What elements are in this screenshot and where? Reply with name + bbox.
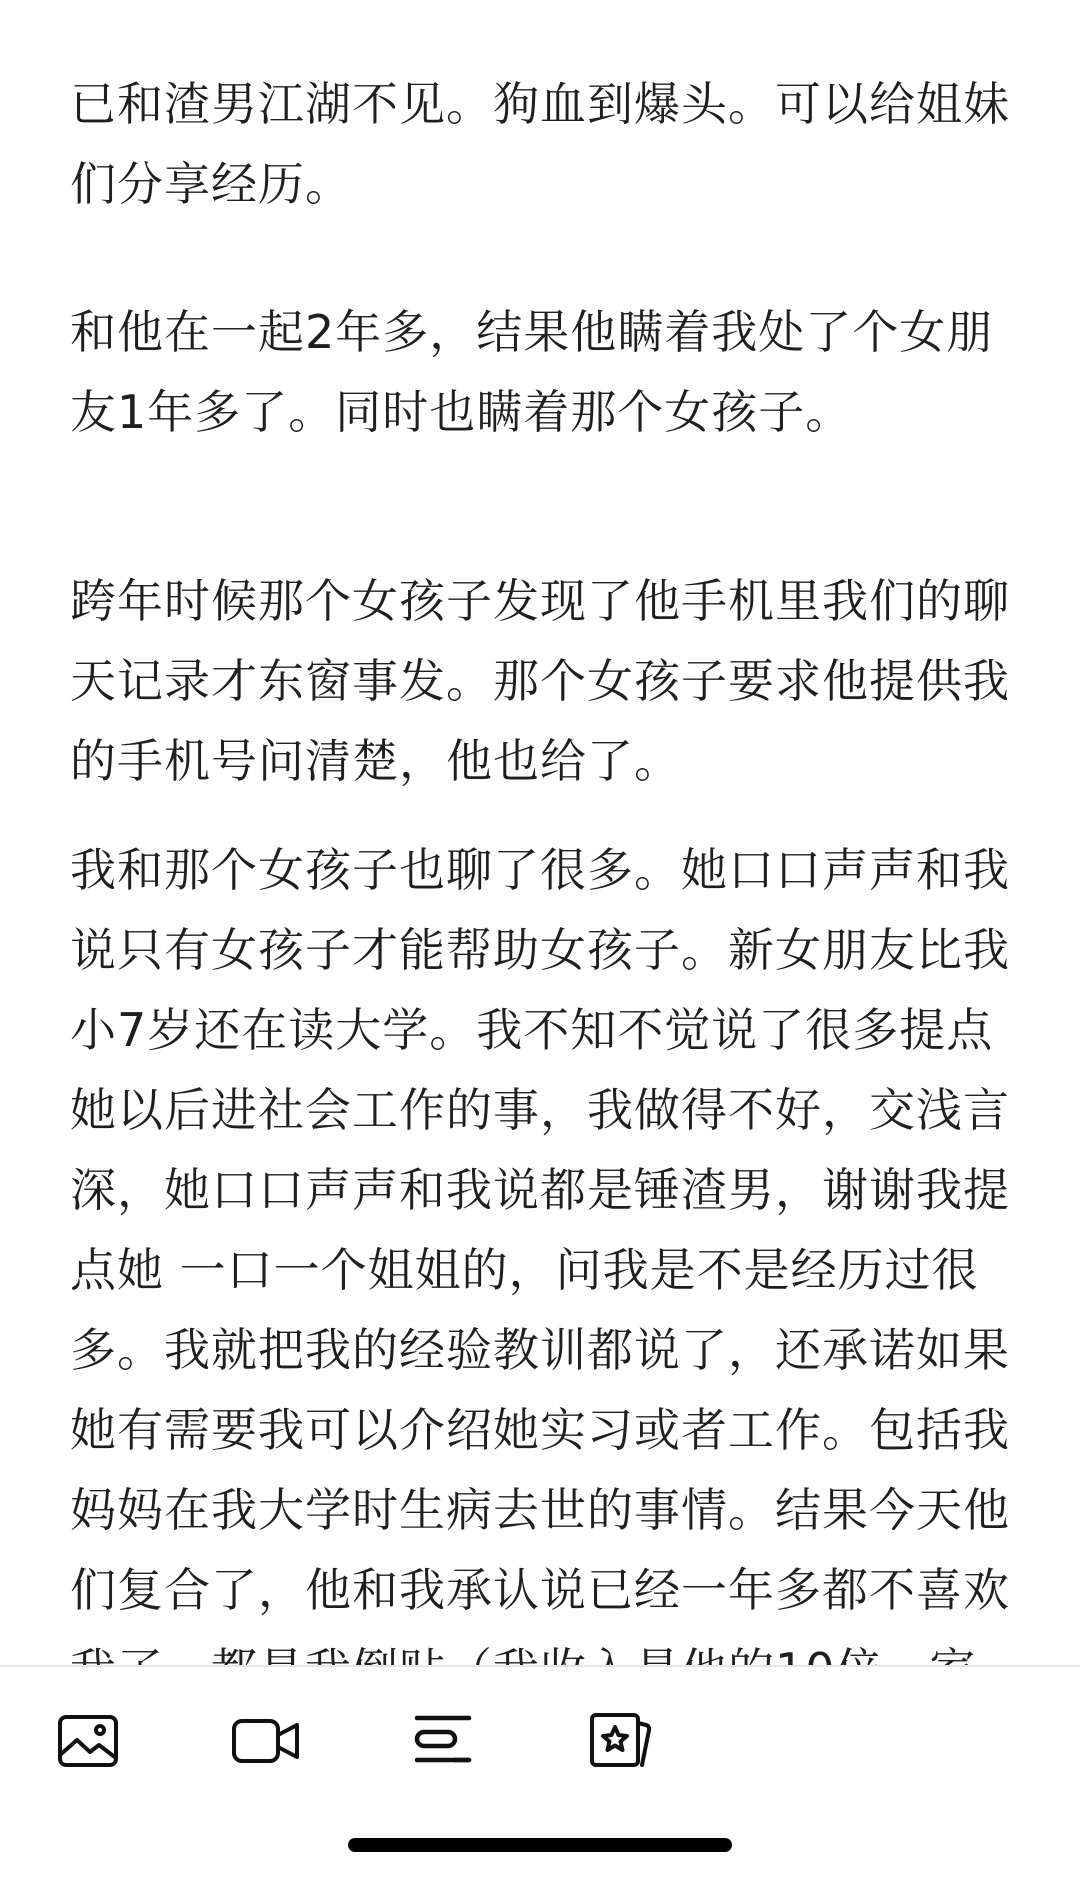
text-line: 友1年多了。同时也瞒着那个女孩子。	[70, 385, 853, 439]
paragraph-2	[70, 292, 993, 452]
text-line: 多。我就把我的经验教训都说了，还承诺如果	[70, 1323, 1010, 1377]
text-line: 的手机号问清楚，他也给了。	[70, 734, 681, 788]
video-camera-icon	[231, 1717, 301, 1765]
sticker-button[interactable]	[582, 1703, 658, 1779]
text-line: 妈妈在我大学时生病去世的事情。结果今天他	[70, 1483, 1010, 1537]
text-line: 们分享经历。	[70, 157, 352, 211]
text-line: 她以后进社会工作的事，我做得不好，交浅言	[70, 1083, 1010, 1137]
text-line: 小7岁还在读大学。我不知不觉说了很多提点	[70, 1003, 994, 1057]
paragraph-3	[70, 561, 1010, 801]
text-line: 和他在一起2年多，结果他瞒着我处了个女朋	[70, 305, 994, 359]
insert-image-button[interactable]	[50, 1703, 126, 1779]
text-format-button[interactable]	[405, 1703, 481, 1779]
text-line: 跨年时候那个女孩子发现了他手机里我们的聊	[70, 574, 1010, 628]
text-line: 点她 一口一个姐姐的，问我是不是经历过很	[70, 1243, 979, 1297]
insert-video-button[interactable]	[228, 1703, 304, 1779]
sticker-icon	[588, 1711, 652, 1771]
text-line: 我和那个女孩子也聊了很多。她口口声声和我	[70, 843, 1010, 897]
text-line: 天记录才东窗事发。那个女孩子要求他提供我	[70, 654, 1010, 708]
paragraph-4	[70, 830, 1010, 1710]
text-line: 们复合了，他和我承认说已经一年多都不喜欢	[70, 1563, 1010, 1617]
text-line: 说只有女孩子才能帮助女孩子。新女朋友比我	[70, 923, 1010, 977]
text-line: 她有需要我可以介绍她实习或者工作。包括我	[70, 1403, 1010, 1457]
text-format-icon	[413, 1712, 473, 1770]
text-line: 深，她口口声声和我说都是锤渣男，谢谢我提	[70, 1163, 1010, 1217]
text-line: 已和渣男江湖不见。狗血到爆头。可以给姐妹	[70, 77, 1010, 131]
home-indicator	[348, 1838, 732, 1852]
image-icon	[57, 1714, 119, 1768]
paragraph-1	[70, 64, 1010, 224]
